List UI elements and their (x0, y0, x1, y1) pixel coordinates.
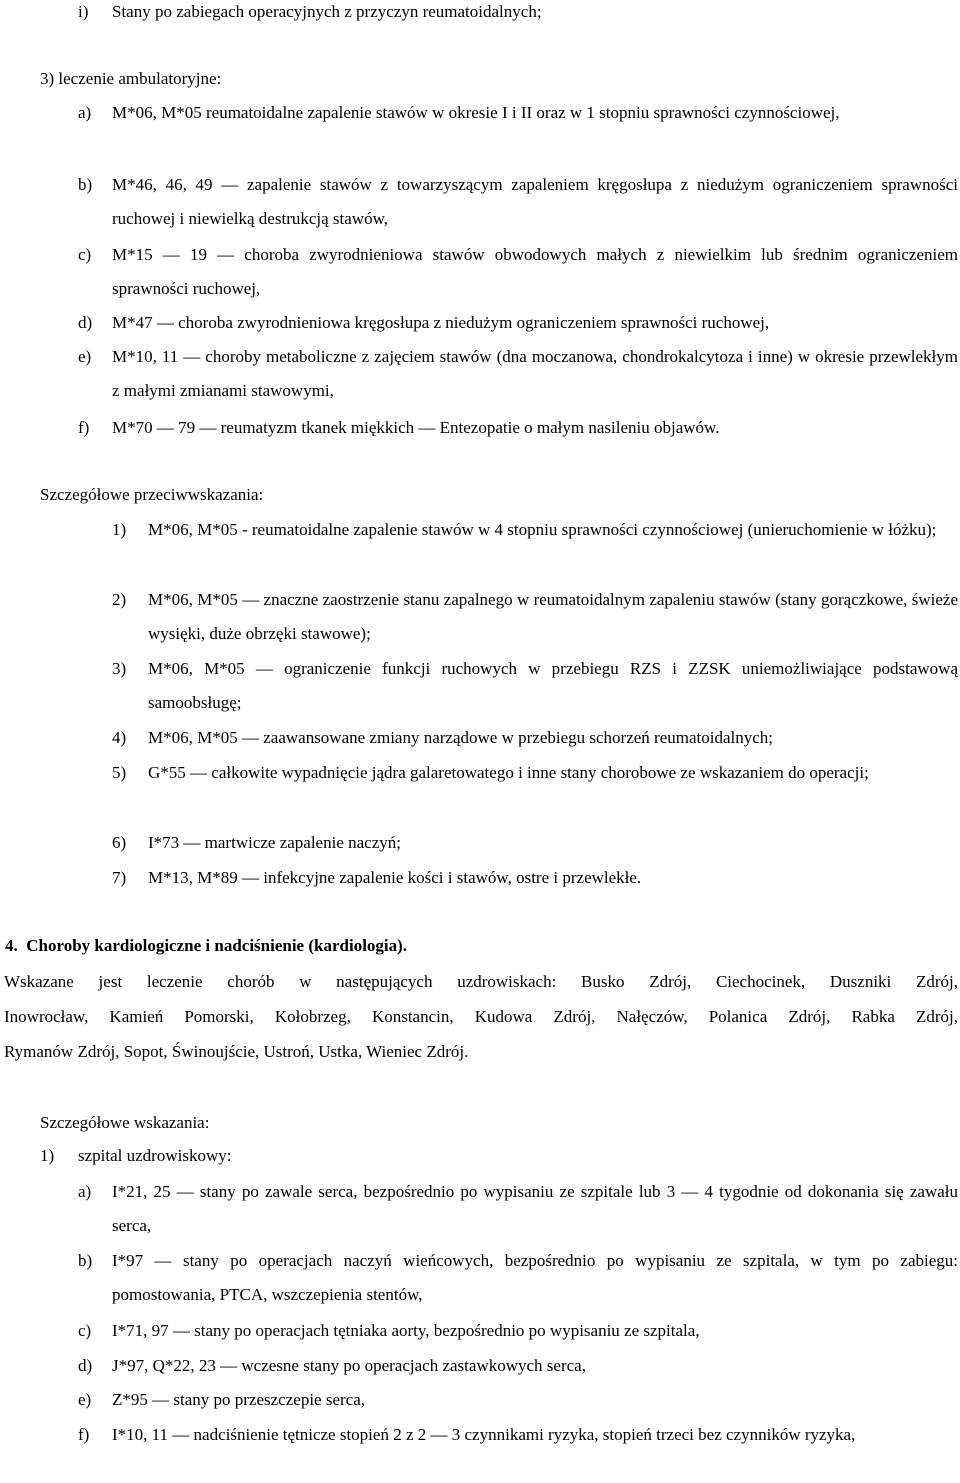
list-marker: d) (78, 313, 93, 332)
list-marker: f) (78, 1425, 90, 1444)
list-text: Z*95 — stany po przeszczepie serca, (112, 1390, 365, 1409)
section-heading: Szczegółowe wskazania: (40, 1113, 210, 1132)
list-text: M*70 — 79 — reumatyzm tkanek miękkich — Entezopatie o małym nasileniu objawów. (112, 418, 720, 437)
list-marker: 1) (40, 1146, 55, 1165)
list-item (0, 1349, 960, 1383)
list-item (0, 306, 960, 340)
list-marker: 6) (112, 833, 127, 852)
sub-heading-text: szpital uzdrowiskowy: (78, 1146, 232, 1165)
list-item (0, 1418, 960, 1483)
list-text: I*21, 25 — stany po zawale serca, bezpośrednio po wypisaniu ze szpitale lub 3 — 4 tygodnie od dokonania się zawału serca, (112, 1182, 958, 1235)
list-text: M*06, M*05 — ograniczenie funkcji ruchowych w przebiegu RZS i ZZSK uniemożliwiające podstawową samoobsługę; (148, 659, 958, 712)
list-marker: e) (78, 1390, 92, 1409)
list-item (0, 756, 960, 824)
section-title: 4. Choroby kardiologiczne i nadciśnienie (kardiologia). (5, 936, 408, 955)
list-item (0, 1175, 960, 1243)
list-text: M*06, M*05 — zaawansowane zmiany narządowe w przebiegu schorzeń reumatoidalnych; (148, 728, 773, 747)
list-item (0, 652, 960, 720)
list-item (0, 1314, 960, 1348)
list-marker: 7) (112, 868, 127, 887)
list-marker: a) (78, 103, 92, 122)
list-text: Stany po zabiegach operacyjnych z przyczyn reumatoidalnych; (112, 2, 542, 21)
list-item (0, 168, 960, 236)
list-text: J*97, Q*22, 23 — wczesne stany po operacjach zastawkowych serca, (112, 1356, 586, 1375)
list-text: G*55 — całkowite wypadnięcie jądra galaretowatego i inne stany chorobowe ze wskazaniem do operacji; (148, 763, 869, 782)
list-item (0, 1383, 960, 1417)
paragraph-line (0, 965, 960, 999)
list-item (0, 826, 960, 860)
list-marker: i) (78, 2, 89, 21)
list-text: I*73 — martwicze zapalenie naczyń; (148, 833, 401, 852)
list-text: M*06, M*05 - reumatoidalne zapalenie stawów w 4 stopniu sprawności czynnościowej (unieruchomienie w łóżku); (148, 520, 937, 539)
list-marker: e) (78, 347, 92, 366)
list-marker: c) (78, 245, 92, 264)
list-item (0, 96, 960, 164)
paragraph-text: Inowrocław, Kamień Pomorski, Kołobrzeg, Konstancin, Kudowa Zdrój, Nałęczów, Polanica Zdrój, Rabka Zdrój, (4, 1007, 958, 1026)
list-text: I*97 — stany po operacjach naczyń wieńcowych, bezpośrednio po wypisaniu ze szpitala, w tym po zabiegu: pomostowania, PTCA, wszczepienia stentów, (112, 1251, 958, 1304)
list-marker: a) (78, 1182, 92, 1201)
list-marker: 4) (112, 728, 127, 747)
list-item (0, 411, 960, 445)
paragraph-line (0, 1035, 960, 1069)
section-heading: Szczegółowe przeciwwskazania: (40, 485, 264, 504)
list-item (0, 583, 960, 651)
sub-heading (0, 1139, 960, 1173)
list-marker: 1) (112, 520, 127, 539)
section-heading: 3) leczenie ambulatoryjne: (40, 69, 222, 88)
list-text: I*10, 11 — nadciśnienie tętnicze stopień 2 z 2 — 3 czynnikami ryzyka, stopień trzeci bez czynników ryzyka, (112, 1425, 856, 1444)
list-marker: 3) (112, 659, 127, 678)
list-marker: d) (78, 1356, 93, 1375)
paragraph-line (0, 1000, 960, 1034)
list-marker: 2) (112, 590, 127, 609)
list-text: M*10, 11 — choroby metaboliczne z zajęciem stawów (dna moczanowa, chondrokalcytoza i inne) w okresie przewlekłym z małymi zmianami stawowymi, (112, 347, 958, 400)
list-marker: c) (78, 1321, 92, 1340)
paragraph-text: Wskazane jest leczenie chorób w następujących uzdrowiskach: Busko Zdrój, Ciechocinek, Duszniki Zdrój, (4, 972, 958, 991)
list-text: M*13, M*89 — infekcyjne zapalenie kości i stawów, ostre i przewlekłe. (148, 868, 642, 887)
list-item (0, 238, 960, 306)
list-text: M*47 — choroba zwyrodnieniowa kręgosłupa z niedużym ograniczeniem sprawności ruchowej, (112, 313, 770, 332)
list-text: I*71, 97 — stany po operacjach tętniaka aorty, bezpośrednio po wypisaniu ze szpitala, (112, 1321, 700, 1340)
list-item (0, 721, 960, 755)
list-marker: b) (78, 1251, 93, 1270)
list-text: M*46, 46, 49 — zapalenie stawów z towarzyszącym zapaleniem kręgosłupa z niedużym ograniczeniem sprawności ruchowej i niewielką destrukcją stawów, (112, 175, 958, 228)
list-item (0, 861, 960, 895)
list-item (0, 1244, 960, 1312)
list-item (0, 0, 960, 29)
list-marker: f) (78, 418, 90, 437)
list-text: M*06, M*05 reumatoidalne zapalenie stawów w okresie I i II oraz w 1 stopniu sprawności czynnościowej, (112, 103, 840, 122)
list-marker: 5) (112, 763, 127, 782)
list-item (0, 513, 960, 581)
list-text: M*15 — 19 — choroba zwyrodnieniowa stawów obwodowych małych z niewielkim lub średnim ograniczeniem sprawności ruchowej, (112, 245, 958, 298)
paragraph-text: Rymanów Zdrój, Sopot, Świnoujście, Ustroń, Ustka, Wieniec Zdrój. (4, 1042, 469, 1061)
list-text: M*06, M*05 — znaczne zaostrzenie stanu zapalnego w reumatoidalnym zapaleniu stawów (stany gorączkowe, świeże wysięki, duże obrzęki stawowe); (148, 590, 958, 643)
list-item (0, 340, 960, 408)
list-marker: b) (78, 175, 93, 194)
